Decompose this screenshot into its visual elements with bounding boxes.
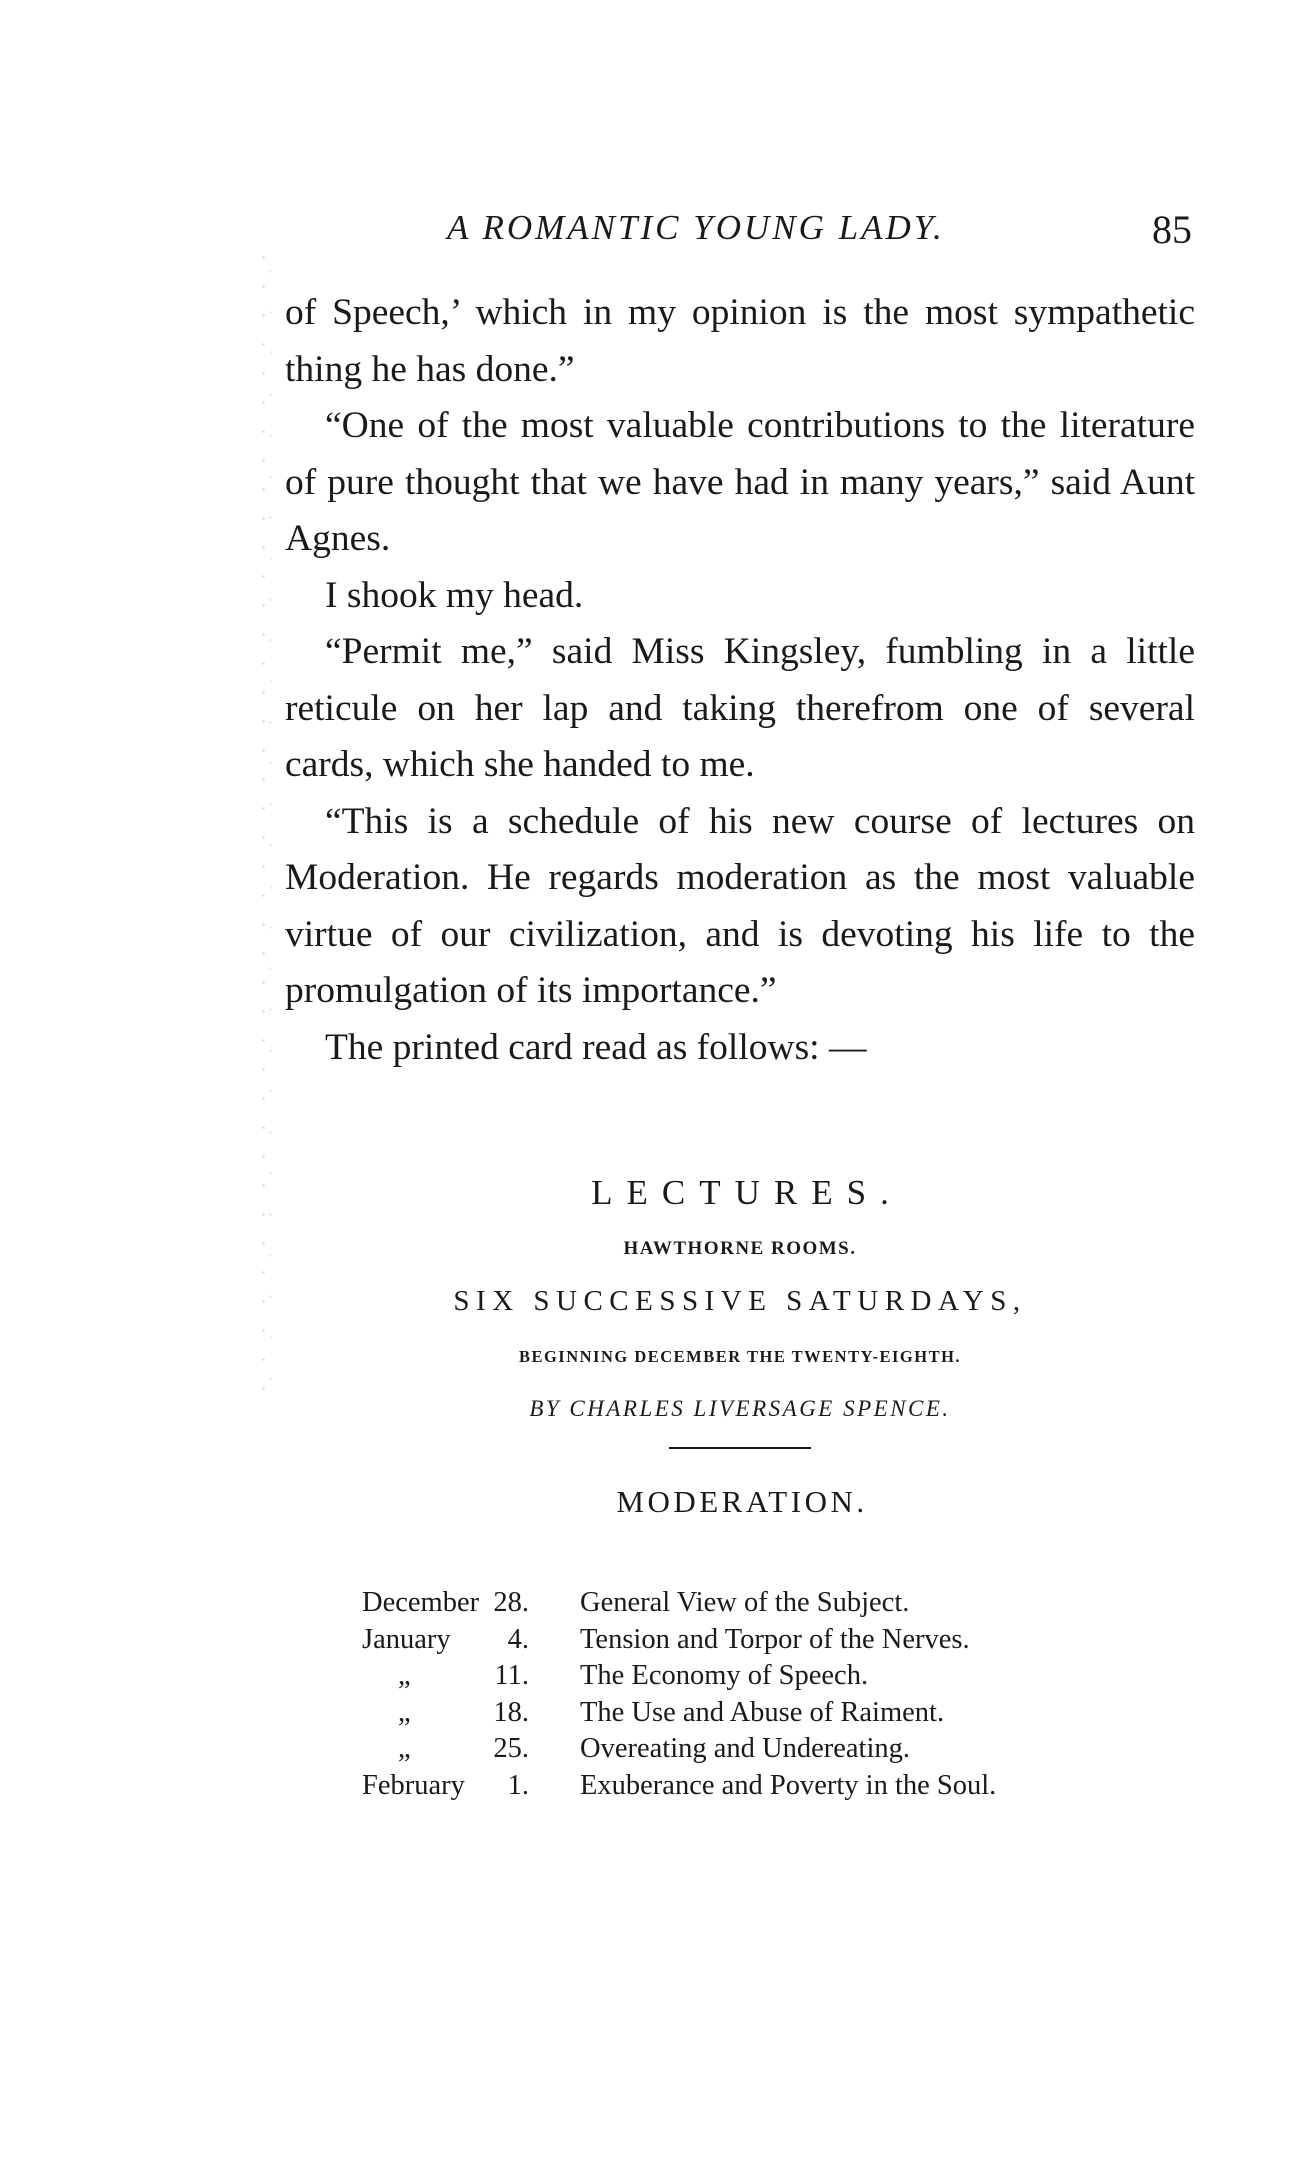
schedule-title: Overeating and Undereating. xyxy=(580,1733,910,1764)
running-head xyxy=(285,198,1220,258)
schedule-title: The Economy of Speech. xyxy=(580,1660,869,1691)
paragraph: “One of the most valuable contributions to the literature of pure thought that we have had in many years,” said Aunt Agnes. xyxy=(285,405,1195,559)
schedule-day: 1. xyxy=(507,1769,529,1801)
card-topic: MODERATION. xyxy=(616,1484,868,1519)
schedule-row xyxy=(362,1695,1162,1732)
schedule-title: General View of the Subject. xyxy=(580,1587,910,1618)
schedule-row xyxy=(362,1622,1162,1659)
card-lecturer: BY CHARLES LIVERSAGE SPENCE. xyxy=(529,1396,951,1421)
card-frequency: SIX SUCCESSIVE SATURDAYS, xyxy=(453,1285,1027,1317)
schedule-day: 4. xyxy=(507,1623,529,1655)
schedule-row xyxy=(362,1768,1162,1805)
schedule-month-ditto: „ xyxy=(398,1660,411,1691)
schedule-day: 18. xyxy=(493,1696,529,1728)
schedule-day: 25. xyxy=(493,1733,529,1764)
schedule-title: Exuberance and Poverty in the Soul. xyxy=(580,1769,997,1801)
schedule-month-ditto: „ xyxy=(398,1733,411,1764)
paragraph: of Speech,’ which in my opinion is the most sympathetic thing he has done.” xyxy=(285,292,1195,390)
schedule-row xyxy=(362,1658,1162,1695)
schedule-row xyxy=(362,1585,1162,1622)
card-venue: HAWTHORNE ROOMS. xyxy=(623,1238,857,1259)
running-title: A ROMANTIC YOUNG LADY. xyxy=(447,208,945,247)
card-divider xyxy=(669,1447,811,1449)
schedule-day: 11. xyxy=(494,1660,529,1691)
gutter-speckle xyxy=(255,240,275,1390)
card-heading: LECTURES. xyxy=(591,1173,903,1212)
schedule-row xyxy=(362,1731,1162,1768)
page-number: 85 xyxy=(1152,207,1192,252)
lecture-card xyxy=(285,1165,1195,1527)
schedule-title: The Use and Abuse of Raiment. xyxy=(580,1696,945,1728)
schedule-month: January xyxy=(362,1623,451,1655)
schedule-month-ditto: „ xyxy=(398,1696,411,1728)
schedule-month: February xyxy=(362,1769,465,1801)
schedule-month: December xyxy=(362,1587,480,1618)
paragraph: I shook my head. xyxy=(325,574,584,616)
paragraph: The printed card read as follows: — xyxy=(325,1026,867,1068)
paragraph: “This is a schedule of his new course of lectures on Moderation. He regards moderation as the most valuable virtue of our civilization, and is devoting his life to the promulgation of its importance.” xyxy=(285,800,1195,1011)
body-text xyxy=(285,285,1195,1076)
card-start-date: BEGINNING DECEMBER THE TWENTY-EIGHTH. xyxy=(518,1347,962,1366)
paragraph: “Permit me,” said Miss Kingsley, fumbling in a little reticule on her lap and taking therefrom one of several cards, which she handed to me. xyxy=(285,631,1195,785)
schedule-title: Tension and Torpor of the Nerves. xyxy=(580,1623,970,1655)
schedule-day: 28. xyxy=(493,1587,529,1618)
lecture-schedule xyxy=(362,1585,1162,1804)
